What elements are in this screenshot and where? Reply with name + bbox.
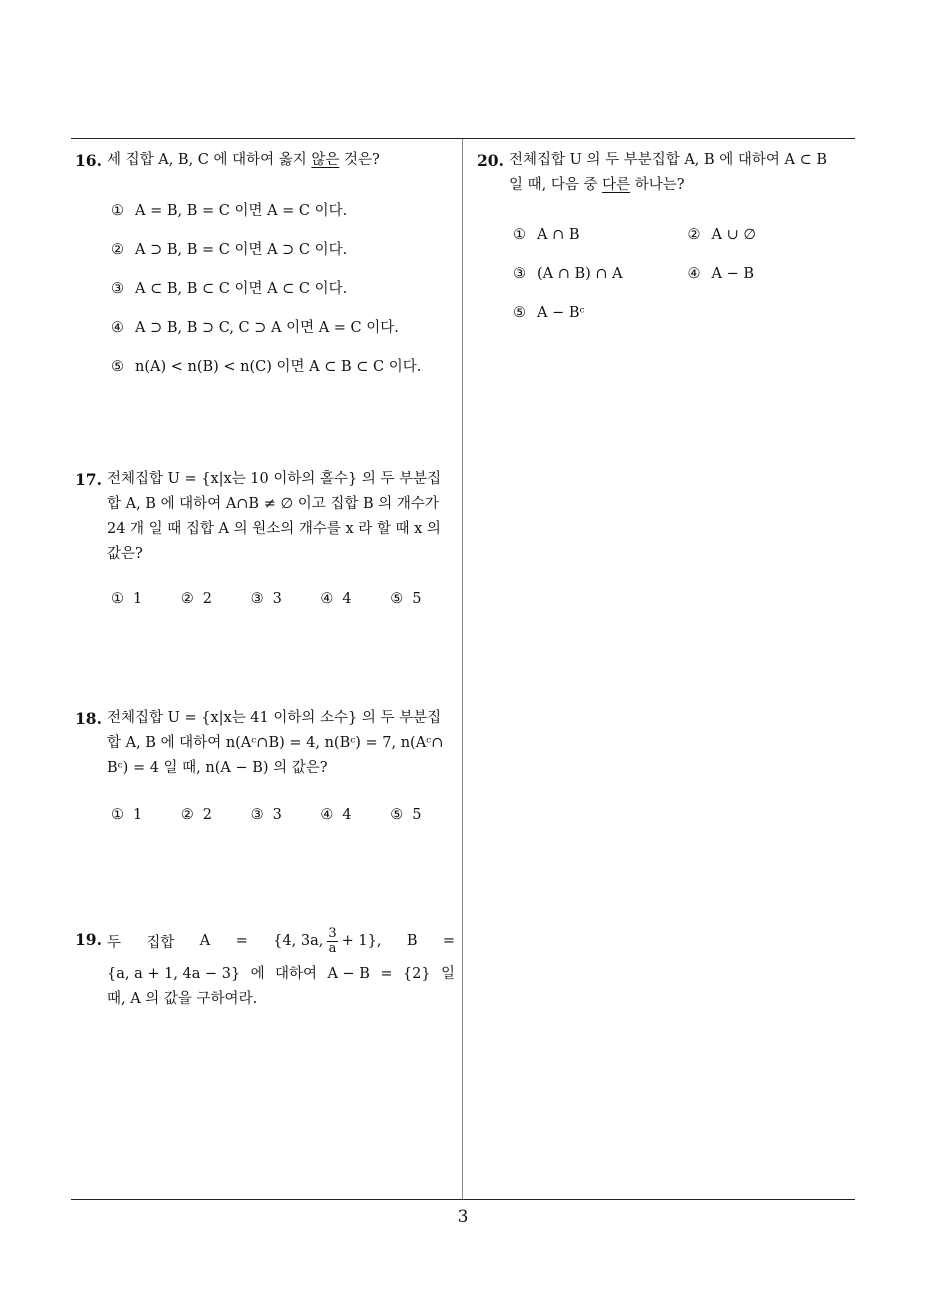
question-line-2: {a, a + 1, 4a − 3} 에 대하여 A − B = {2} 일 (107, 966, 455, 982)
answer-option-5[interactable]: ⑤ 5 (390, 807, 422, 823)
answer-option-4[interactable]: ④ 4 (320, 591, 352, 607)
question-number: 20. (477, 151, 504, 170)
answer-option-3[interactable]: ③ 3 (250, 591, 282, 607)
answer-option-2[interactable]: ② A ∪ ∅ (687, 227, 756, 243)
question-text: 전체집합 U = {x|x는 41 이하의 소수} 의 두 부분집 합 A, B 에 대하여 n(Aᶜ∩B) = 4, n(Bᶜ) = 7, n(Aᶜ∩ Bᶜ) = 4 일 때, n(A − B) 의 값은? (107, 710, 444, 776)
bottom-rule (71, 1199, 855, 1200)
question-18 (75, 706, 460, 823)
page-number: 3 (457, 1207, 469, 1227)
answer-option-3[interactable]: ③ 3 (250, 807, 282, 823)
question-line-1: 두 집합 A = {4, 3a, 3 a + 1}, B = (107, 925, 455, 956)
question-16 (75, 148, 460, 395)
question-number: 17. (75, 470, 102, 489)
answer-option-1[interactable]: ① A = B, B = C 이면 A = C 이다. (111, 203, 348, 219)
question-17 (75, 467, 460, 607)
answer-option-2[interactable]: ② 2 (180, 591, 213, 607)
question-text: 세 집합 A, B, C 에 대하여 옳지 않은 것은? (107, 152, 380, 168)
top-rule (71, 138, 855, 139)
answer-option-5[interactable]: ⑤ A − Bᶜ (513, 305, 585, 321)
question-line-3: 때, A 의 값을 구하여라. (107, 991, 258, 1007)
question-text: 전체집합 U = {x|x는 10 이하의 홀수} 의 두 부분집 합 A, B 에 대하여 A∩B ≠ ∅ 이고 집합 B 의 개수가 24 개 일 때 집합 A 의 원소의 개수를 x 라 할 때 x 의 값은? (107, 471, 442, 562)
underlined-word: 않은 (311, 152, 340, 168)
fraction: 3 a (328, 925, 337, 956)
question-text: 전체집합 U 의 두 부분집합 A, B 에 대하여 A ⊂ B 일 때, 다음 중 다른 하나는? (509, 152, 828, 193)
underlined-word: 다른 (602, 177, 631, 193)
answer-option-3[interactable]: ③ A ⊂ B, B ⊂ C 이면 A ⊂ C 이다. (111, 281, 348, 297)
answer-option-5[interactable]: ⑤ n(A) < n(B) < n(C) 이면 A ⊂ B ⊂ C 이다. (111, 359, 422, 375)
column-divider (462, 139, 463, 1199)
question-number: 18. (75, 709, 102, 728)
answer-option-4[interactable]: ④ A − B (687, 266, 754, 282)
answer-option-2[interactable]: ② 2 (180, 807, 213, 823)
answer-option-4[interactable]: ④ A ⊃ B, B ⊃ C, C ⊃ A 이면 A = C 이다. (111, 320, 399, 336)
answer-option-5[interactable]: ⑤ 5 (390, 591, 422, 607)
answer-option-3[interactable]: ③ (A ∩ B) ∩ A (513, 266, 623, 282)
answer-option-1[interactable]: ① 1 (111, 591, 143, 607)
answer-option-1[interactable]: ① 1 (111, 807, 143, 823)
answer-option-1[interactable]: ① A ∩ B (513, 227, 580, 243)
question-number: 19. (75, 930, 102, 949)
question-number: 16. (75, 151, 102, 170)
answer-option-2[interactable]: ② A ⊃ B, B = C 이면 A ⊃ C 이다. (111, 242, 348, 258)
answer-option-4[interactable]: ④ 4 (320, 807, 352, 823)
question-19 (75, 920, 455, 1012)
question-20 (477, 148, 862, 341)
